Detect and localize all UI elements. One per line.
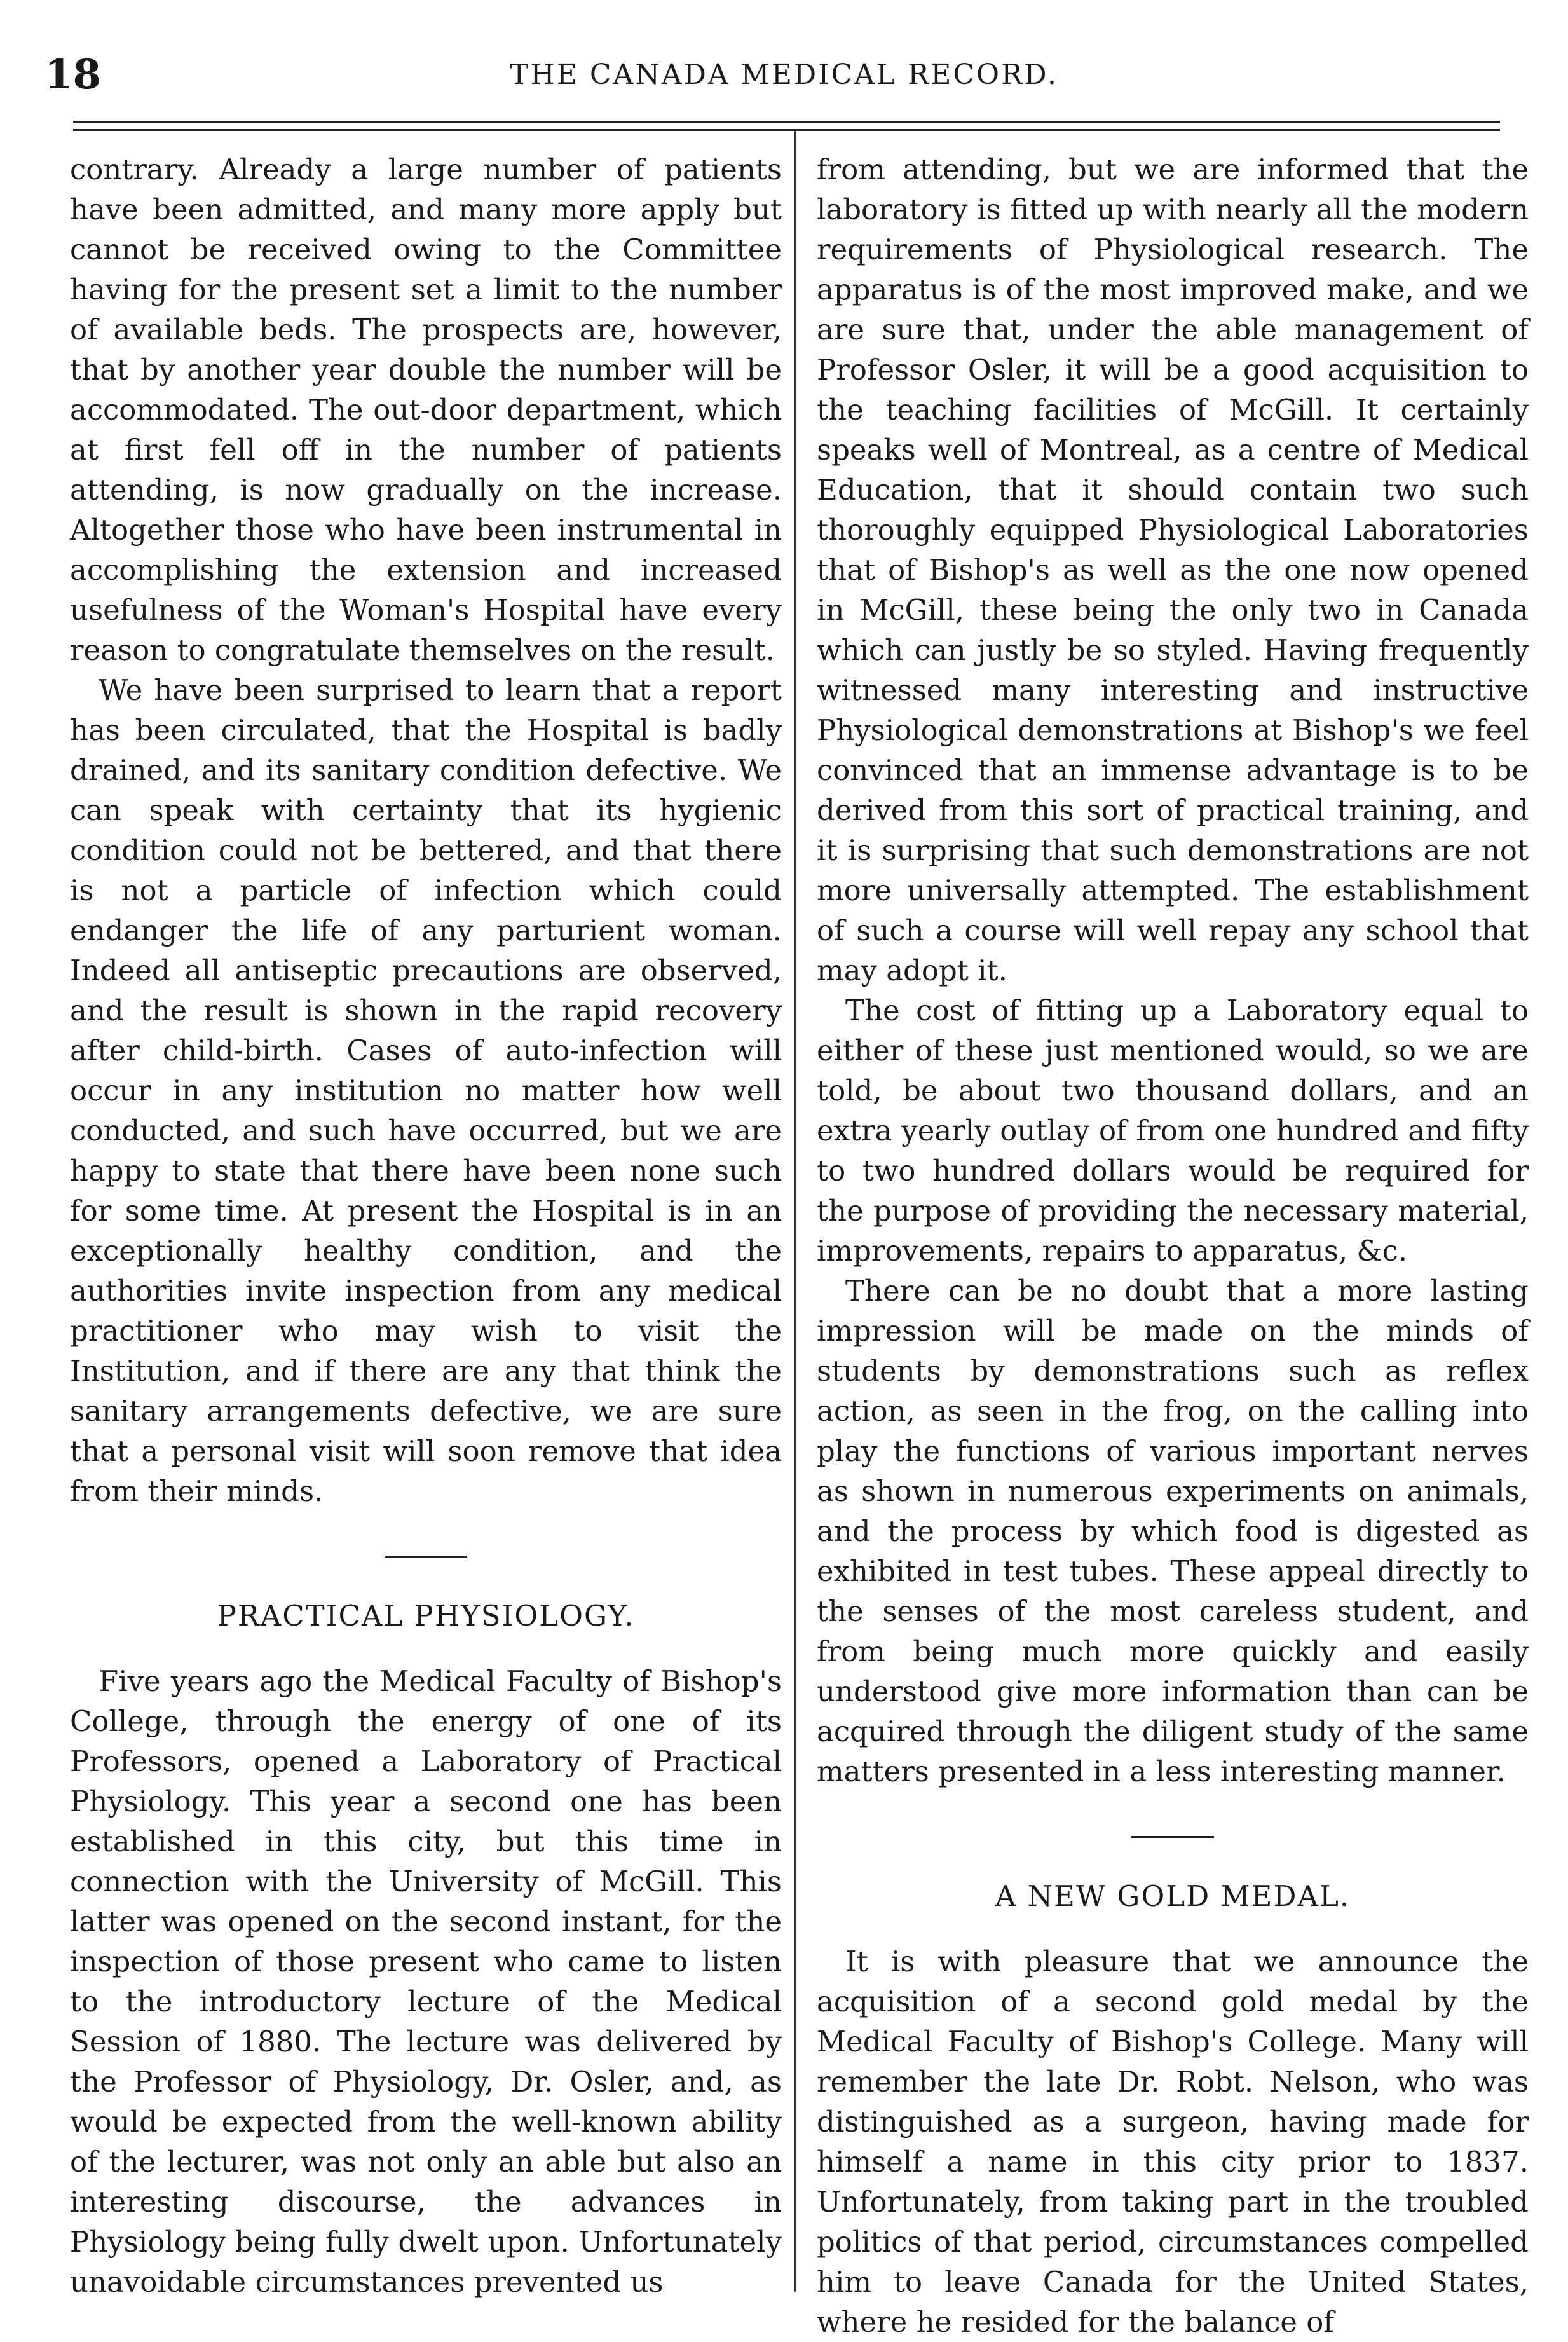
paragraph-lasting-impression: There can be no doubt that a more lasting impression will be made on the minds of students by demonstrations such as reflex action, as seen in the frog, on the calling into play the functions of various important nerves as shown in numerous experiments on animals, and the process by which food is digested as exhibited in test tubes. These appeal directly to the senses of the most careless student, and from being much more quickly and easily understood give more information than can be acquired through the diligent study of the same matters presented in a less interesting manner. bbox=[817, 1274, 1529, 1788]
section-divider-rule bbox=[1131, 1836, 1214, 1838]
header-double-rule bbox=[73, 121, 1500, 131]
left-column bbox=[70, 149, 782, 2302]
heading-practical-physiology: PRACTICAL PHYSIOLOGY. bbox=[217, 1599, 635, 1633]
paragraph-gold-medal: It is with pleasure that we announce the acquisition of a second gold medal by the Medical Faculty of Bishop's College. Many will remember the late Dr. Robt. Nelson, who was distinguished as a surgeon, having made for himself a name in this city prior to 1837. Unfortunately, from taking part in the troubled politics of that period, circumstances compelled him to leave Canada for the United States, where he resided for the balance of bbox=[817, 1945, 1529, 2339]
paragraph-hospital-report: We have been surprised to learn that a report has been circulated, that the Hospital is badly drained, and its sanitary condition defective. We can speak with certainty that its hygienic condition could not be bettered, and that there is not a particle of infection which could endanger the life of any parturient woman. Indeed all antiseptic precautions are observed, and the result is shown in the rapid recovery after child-birth. Cases of auto-infection will occur in any institution no matter how well conducted, and such have occurred, but we are happy to state that there have been none such for some time. At present the Hospital is in an exceptionally healthy condition, and the authorities invite inspection from any medical practitioner who may wish to visit the Institution, and if there are any that think the sanitary arrangements defective, we are sure that a personal visit will soon remove that idea from their minds. bbox=[70, 673, 782, 1508]
section-divider-rule bbox=[385, 1556, 467, 1558]
paragraph-laboratory-cost: The cost of fitting up a Laboratory equal to either of these just mentioned would, so we are told, be about two thousand dollars, and an extra yearly outlay of from one hundred and fifty to two hundred dollars would be required for the purpose of providing the necessary material, improvements, repairs to apparatus, &c. bbox=[817, 994, 1529, 1268]
paragraph-practical-physiology: Five years ago the Medical Faculty of Bishop's College, through the energy of one of its Professors, opened a Laboratory of Practical Physiology. This year a second one has been established in this city, but this time in connection with the University of McGill. This latter was opened on the second instant, for the inspection of those present who came to listen to the introductory lecture of the Medical Session of 1880. The lecture was delivered by the Professor of Physiology, Dr. Osler, and, as would be expected from the well-known ability of the lecturer, was not only an able but also an interesting discourse, the advances in Physiology being fully dwelt upon. Unfortunately unavoidable circumstances prevented us bbox=[70, 1664, 782, 2299]
paragraph-laboratory-continuation: from attending, but we are informed that the laboratory is fitted up with nearly all the modern requirements of Physiological research. The apparatus is of the most improved make, and we are sure that, under the able management of Professor Osler, it will be a good acquisition to the teaching facilities of McGill. It certainly speaks well of Montreal, as a centre of Medical Education, that it should contain two such thoroughly equipped Physiological Laboratories that of Bishop's as well as the one now opened in McGill, these being the only two in Canada which can justly be so styled. Having frequently witnessed many interesting and instructive Physiological demonstrations at Bishop's we feel convinced that an immense advantage is to be derived from this sort of practical training, and it is surprising that such demonstrations are not more universally attempted. The establishment of such a course will well repay any school that may adopt it. bbox=[817, 153, 1529, 987]
column-divider bbox=[794, 130, 796, 2292]
page-number: 18 bbox=[44, 51, 102, 99]
heading-new-gold-medal: A NEW GOLD MEDAL. bbox=[995, 1879, 1351, 1913]
page-header bbox=[44, 45, 1524, 105]
journal-title: THE CANADA MEDICAL RECORD. bbox=[510, 58, 1058, 91]
paragraph-hospital-continuation: contrary. Already a large number of patients have been admitted, and many more apply but cannot be received owing to the Committee having for the present set a limit to the number of available beds. The prospects are, however, that by another year double the number will be accommodated. The out-door department, which at first fell off in the number of patients attending, is now gradually on the increase. Altogether those who have been instrumental in accomplishing the extension and increased usefulness of the Woman's Hospital have every reason to congratulate themselves on the result. bbox=[70, 153, 782, 667]
right-column bbox=[817, 149, 1529, 2342]
